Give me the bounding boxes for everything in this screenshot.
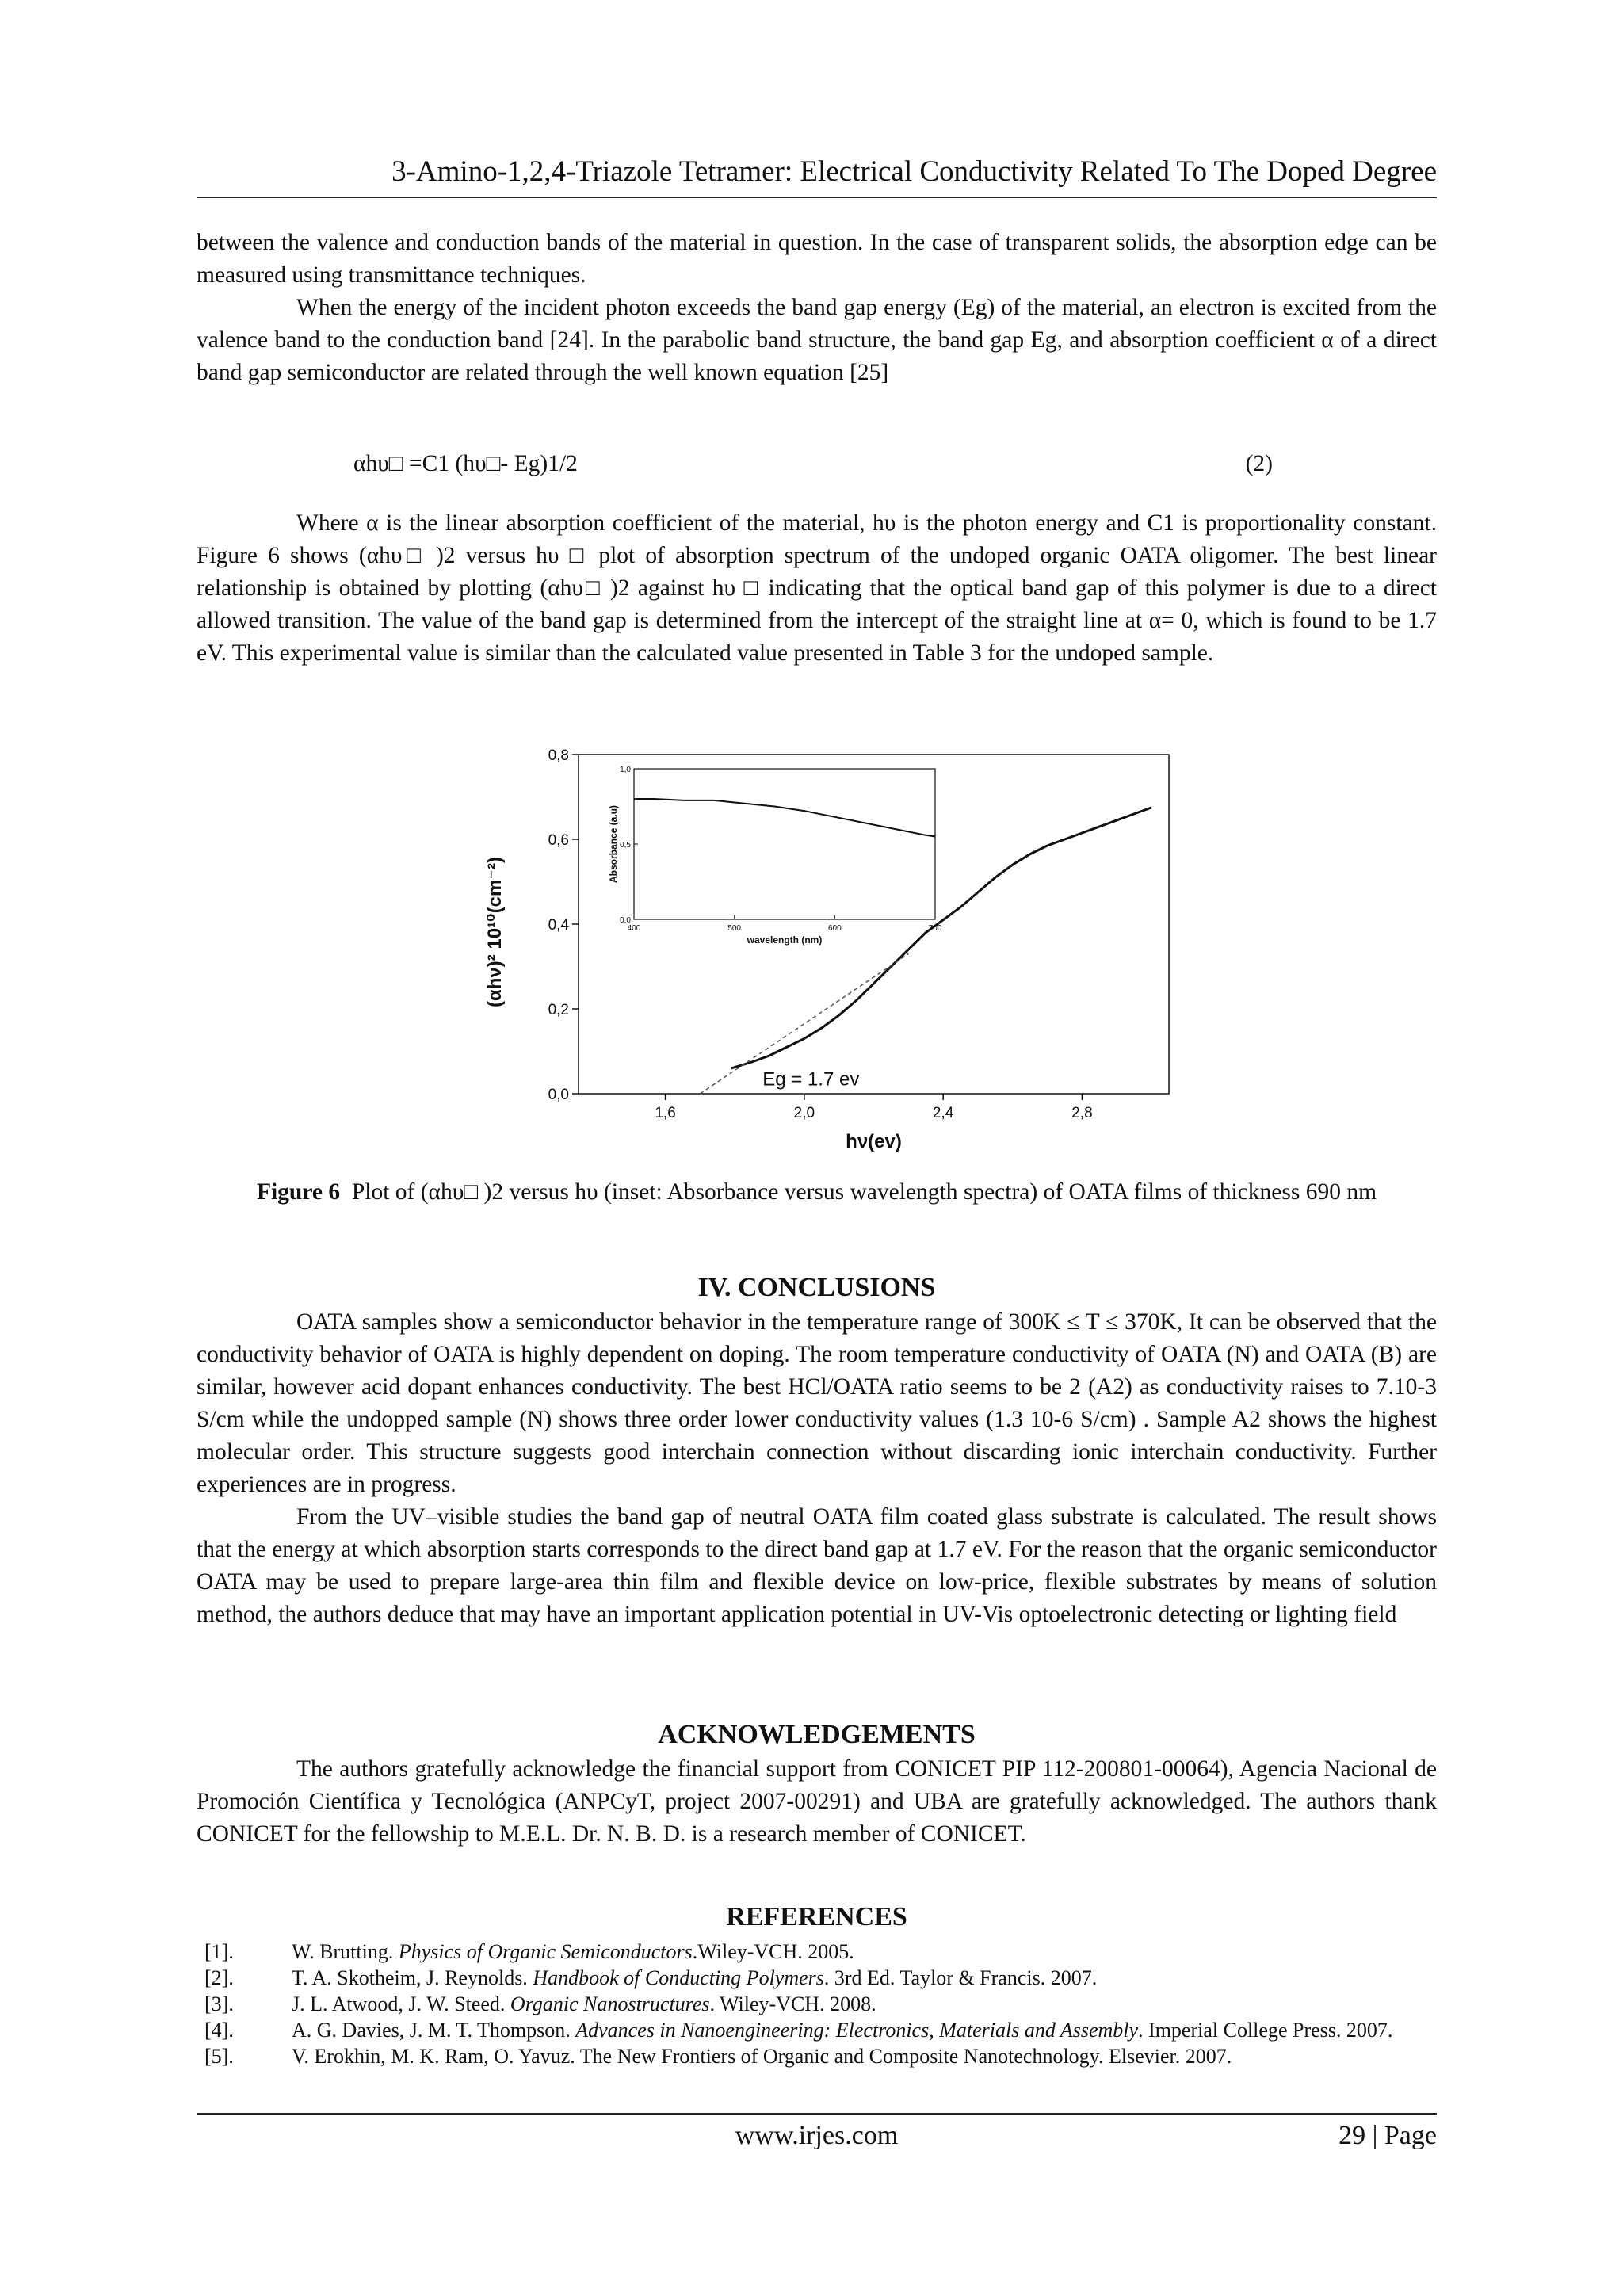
reference-authors: V. Erokhin, M. K. Ram, O. Yavuz. The New Frontiers of Organic and Composite Nanotechnology. Elsevier. 2007. — [292, 2045, 1232, 2068]
paragraph: OATA samples show a semiconductor behavior in the temperature range of 300K ≤ T ≤ 370K, It can be observed that the conductivity behavior of OATA is highly dependent on doping. The room temperature conductivity of OATA (N) and OATA (B) are similar, however acid dopant enhances conductivity. The best HCl/OATA ratio seems to be 2 (A2) as conductivity raises to 7.10-3 S/cm while the undopped sample (N) shows three order lower conductivity values (1.3 10-6 S/cm) . Sample A2 shows the highest molecular order. This structure suggests good interchain connection without discarding ionic interchain conductivity. Further experiences are in progress. — [197, 1309, 1437, 1497]
reference-publisher: . Imperial College Press. 2007. — [1138, 2019, 1393, 2042]
x-tick-label: 2,4 — [932, 1105, 954, 1121]
inset-x-tick-label: 600 — [827, 924, 842, 933]
figure-caption-text: Plot of (αhυ□ )2 versus hυ (inset: Absorbance versus wavelength spectra) of OATA films of thickness 690 nm — [351, 1179, 1377, 1205]
reference-publisher: . Wiley-VCH. 2008. — [709, 1992, 876, 2015]
footer-rule — [197, 2113, 1437, 2115]
reference-authors: T. A. Skotheim, J. Reynolds. — [292, 1966, 533, 1989]
reference-publisher: .Wiley-VCH. 2005. — [692, 1940, 854, 1963]
inset-y-axis-label: Absorbance (a.u) — [608, 804, 619, 884]
x-tick-label: 2,0 — [793, 1105, 815, 1121]
footer-website[interactable]: www.irjes.com — [735, 2121, 899, 2150]
reference-title: Handbook of Conducting Polymers — [533, 1966, 824, 1989]
references-heading: REFERENCES — [726, 1902, 907, 1931]
figure-label: Figure 6 — [256, 1179, 341, 1205]
running-title: 3-Amino-1,2,4-Triazole Tetramer: Electrical Conductivity Related To The Doped Degree — [197, 155, 1437, 198]
inset-y-tick-label: 0,0 — [620, 916, 631, 925]
inset-x-tick-label: 700 — [928, 924, 942, 933]
inset-y-tick-label: 1,0 — [620, 766, 631, 774]
x-tick-label: 2,8 — [1071, 1105, 1093, 1121]
inset-y-tick-label: 0,5 — [620, 841, 631, 850]
reference-list — [197, 1939, 1437, 2069]
reference-item — [197, 2043, 1437, 2069]
y-tick-label: 0,0 — [548, 1087, 569, 1103]
figure-6 — [460, 737, 1189, 1165]
equation-number: (2) — [1245, 451, 1273, 476]
reference-number: [3]. — [204, 1992, 234, 2015]
paragraph: The authors gratefully acknowledge the financial support from CONICET PIP 112-200801-00064), Agencia Nacional de Promoción Científica y Tecnológica (ANPCyT, project 2007-00291) and UBA are gratefully acknowledged. The authors thank CONICET for the fellowship to M.E.L. Dr. N. B. D. is a research member of CONICET. — [197, 1756, 1437, 1847]
reference-authors: W. Brutting. — [292, 1940, 399, 1963]
paragraph: When the energy of the incident photon exceeds the band gap energy (Eg) of the material, an electron is excited from the valence band to the conduction band [24]. In the parabolic band structure, the band gap Eg, and absorption coefficient α of a direct band gap semiconductor are related through the well known equation [25] — [197, 295, 1437, 385]
reference-item — [197, 1965, 1437, 1991]
conclusions-heading: IV. CONCLUSIONS — [697, 1273, 936, 1302]
inset-frame — [634, 769, 935, 919]
acknowledgements-heading: ACKNOWLEDGEMENTS — [658, 1720, 976, 1749]
intro-text — [197, 227, 1437, 389]
equation-text: αhυ□ =C1 (hυ□- Eg)1/2 — [353, 451, 578, 476]
equation-2 — [353, 451, 1273, 477]
reference-title: Advances in Nanoengineering: Electronics, Materials and Assembly — [575, 2019, 1139, 2042]
band-gap-text — [197, 507, 1437, 670]
reference-item — [197, 1939, 1437, 1965]
inset-x-axis-label: wavelength (nm) — [747, 934, 823, 946]
eg-annotation: Eg = 1.7 ev — [762, 1068, 860, 1091]
inset-plot — [608, 766, 942, 946]
conclusions-text — [197, 1306, 1437, 1631]
inset-x-tick-label: 500 — [727, 924, 742, 933]
reference-item — [197, 1991, 1437, 2017]
page-number: 29 | Page — [1338, 2121, 1437, 2150]
reference-title: Organic Nanostructures — [510, 1992, 710, 2015]
acknowledgements-text — [197, 1753, 1437, 1851]
x-axis-label: hν(ev) — [846, 1131, 902, 1152]
reference-publisher: . 3rd Ed. Taylor & Francis. 2007. — [823, 1966, 1098, 1989]
paragraph: From the UV–visible studies the band gap of neutral OATA film coated glass substrate is calculated. The result shows that the energy at which absorption starts corresponds to the direct band gap at 1.7 eV. For the reason that the organic semiconductor OATA may be used to prepare large-area thin film and flexible device on low-price, flexible substrates by means of solution method, the authors deduce that may have an important application potential in UV-Vis optoelectronic detecting or lighting field — [197, 1504, 1437, 1627]
y-tick-label: 0,4 — [548, 917, 569, 934]
reference-authors: J. L. Atwood, J. W. Steed. — [292, 1992, 510, 2015]
reference-title: Physics of Organic Semiconductors — [398, 1940, 693, 1963]
reference-number: [5]. — [204, 2045, 234, 2068]
reference-number: [1]. — [204, 1940, 234, 1963]
reference-number: [2]. — [204, 1966, 234, 1989]
x-tick-label: 1,6 — [655, 1105, 676, 1121]
y-tick-label: 0,8 — [548, 747, 569, 764]
y-tick-label: 0,2 — [548, 1002, 569, 1018]
y-axis-label: (αhν)² 10¹⁰(cm⁻²) — [484, 857, 506, 1007]
y-tick-label: 0,6 — [548, 832, 569, 849]
reference-authors: A. G. Davies, J. M. T. Thompson. — [292, 2019, 576, 2042]
figure-caption — [197, 1176, 1437, 1209]
reference-item — [197, 2017, 1437, 2043]
paragraph: Where α is the linear absorption coefficient of the material, hυ is the photon energy and C1 is proportionality constant. Figure 6 shows (αhυ□ )2 versus hυ □ plot of absorption spectrum of the undoped organic OATA oligomer. The best linear relationship is obtained by plotting (αhυ□ )2 against hυ □ indicating that the optical band gap of this polymer is due to a direct allowed transition. The value of the band gap is determined from the intercept of the straight line at α= 0, which is found to be 1.7 eV. This experimental value is similar than the calculated value presented in Table 3 for the undoped sample. — [197, 510, 1437, 666]
reference-number: [4]. — [204, 2019, 234, 2042]
paragraph: between the valence and conduction bands of the material in question. In the case of transparent solids, the absorption edge can be measured using transmittance techniques. — [197, 230, 1437, 288]
inset-x-tick-label: 400 — [627, 924, 641, 933]
figure-6-chart — [460, 737, 1189, 1165]
